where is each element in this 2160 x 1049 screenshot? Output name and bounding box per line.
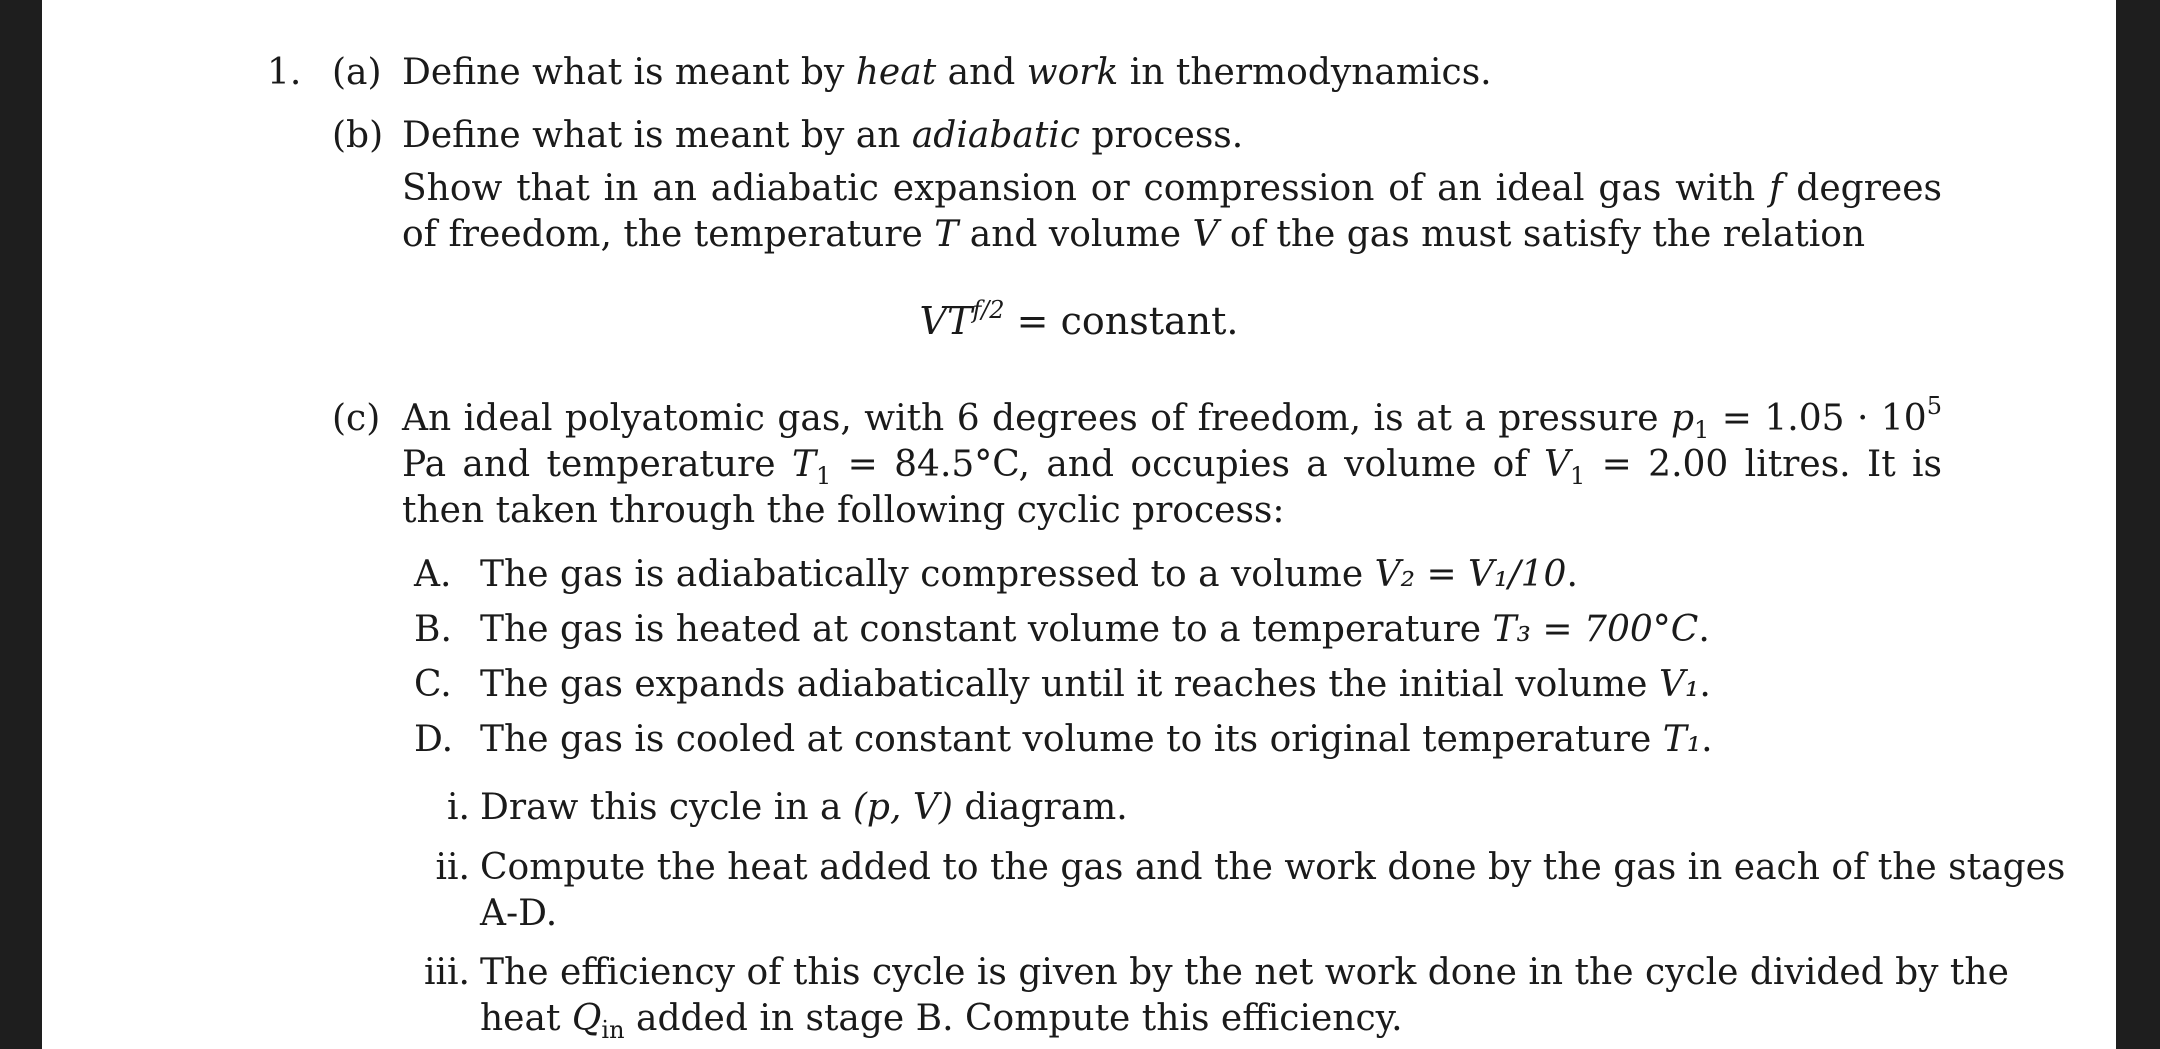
part-c-label: (c) [332,398,381,439]
subpart-i-text: Draw this cycle in a (p, V) diagram. [480,787,1128,828]
subpart-iii-line-2: heat $Q_{in}$ added in stage B. Compute this efficiency. [480,998,1403,1044]
subpart-ii-label: ii. [435,847,470,888]
subpart-i-label: i. [447,787,470,828]
subpart-iii-label: iii. [424,952,470,993]
part-a-text: Define what is meant by heat and work in thermodynamics. [402,52,1492,93]
adiabatic-relation-equation: $VT^{f/2}$ = constant. [919,296,1239,343]
document-page [42,0,2116,1049]
problem-1 [42,0,2116,1049]
question-number: 1. [267,52,302,93]
part-b-label: (b) [332,115,384,156]
step-b-text: The gas is heated at constant volume to a temperature T₃ = 700°C. [480,609,1710,650]
step-d-label: D. [414,719,454,760]
subpart-ii-line-2: A-D. [480,893,558,934]
step-d-text: The gas is cooled at constant volume to its original temperature T₁. [480,719,1713,760]
part-b-show-text: Show that in an adiabatic expansion or compression of an ideal gas with f degrees of freedom, the temperature T and volume V of the gas must satisfy the relation [402,168,1942,255]
part-c-text: An ideal polyatomic gas, with 6 degrees of freedom, is at a pressure $p_1 = 1.05 \cdot 10^5$ Pa and temperature $T_1 = 84.5^\circ C$, and occupies a volume of $V_1 = 2.00$ litres. It is then taken through the following cyclic process: [402,392,1943,531]
step-b-label: B. [414,609,452,650]
subpart-iii-line-1: The efficiency of this cycle is given by the net work done in the cycle divided by the [480,952,2009,993]
part-b-definition: Define what is meant by an adiabatic process. [402,115,1244,156]
step-c-text: The gas expands adiabatically until it reaches the initial volume V₁. [480,664,1711,705]
step-a-label: A. [414,554,452,595]
subpart-ii-line-1: Compute the heat added to the gas and the work done by the gas in each of the stages [480,847,2066,888]
step-a-text: The gas is adiabatically compressed to a volume V₂ = V₁/10. [480,554,1578,595]
step-c-label: C. [414,664,452,705]
part-a-label: (a) [332,52,382,93]
